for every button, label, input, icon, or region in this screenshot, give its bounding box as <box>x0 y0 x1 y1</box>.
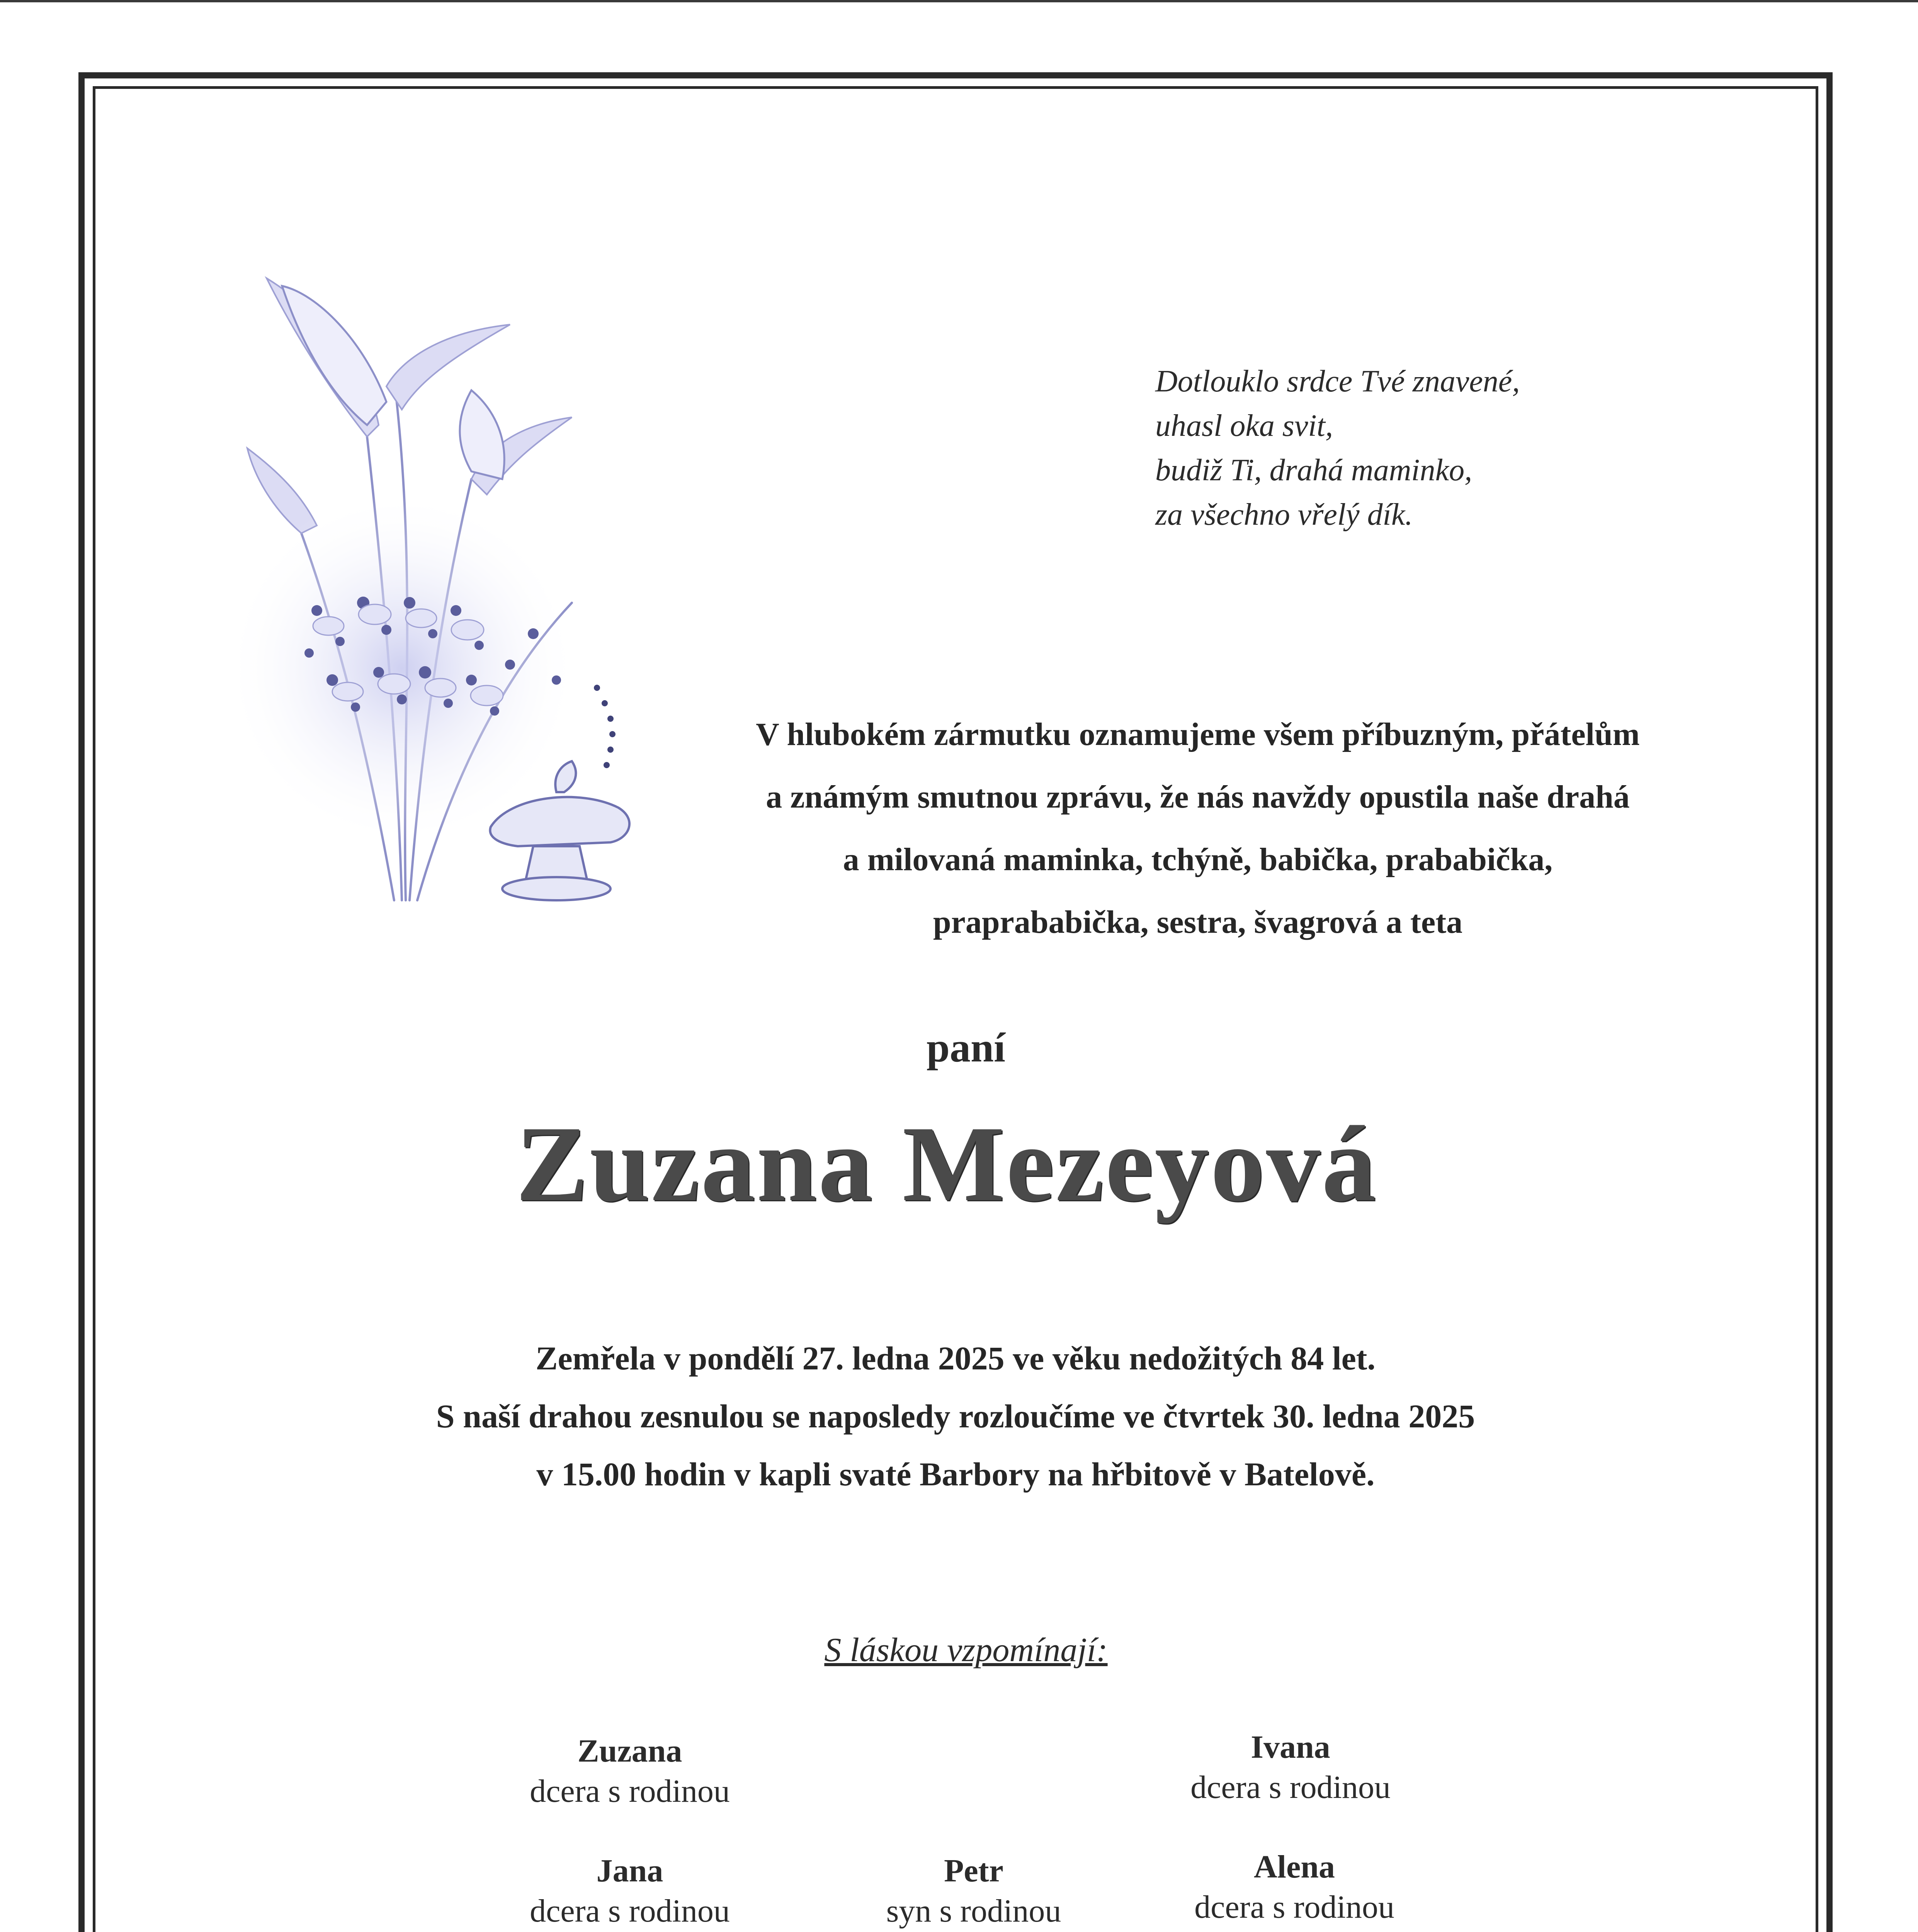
mourner-relation: dcera s rodinou <box>1194 1889 1394 1925</box>
poem-line: budiž Ti, drahá maminko, <box>1155 453 1473 487</box>
announcement-line: praprababička, sestra, švagrová a teta <box>933 904 1463 940</box>
details-line: v 15.00 hodin v kapli svaté Barbory na hřbitově v Batelově. <box>536 1456 1375 1493</box>
announcement-line: a milovaná maminka, tchýně, babička, prababička, <box>843 842 1553 878</box>
mourner-entry <box>1117 1727 1464 1808</box>
deceased-name: Zuzana Mezeyová <box>516 1104 1377 1224</box>
announcement-line: V hlubokém zármutku oznamujeme všem příbuzným, přátelům <box>756 716 1640 752</box>
mourners-heading: S láskou vzpomínají: <box>824 1631 1108 1669</box>
mourner-name: Ivana <box>1251 1729 1330 1765</box>
mourner-entry <box>1121 1847 1468 1927</box>
poem-line: Dotlouklo srdce Tvé znavené, <box>1155 364 1520 398</box>
mourner-name: Zuzana <box>577 1733 682 1769</box>
poem-line: za všechno vřelý dík. <box>1155 498 1413 532</box>
details-line: S naší drahou zesnulou se naposledy rozloučíme ve čtvrtek 30. ledna 2025 <box>436 1398 1475 1435</box>
deceased-title: paní <box>926 1025 1006 1071</box>
announcement-line: a známým smutnou zprávu, že nás navždy opustila naše drahá <box>766 779 1630 815</box>
mourner-relation: syn s rodinou <box>886 1893 1061 1929</box>
memorial-poem <box>1155 359 1735 537</box>
mourner-name: Jana <box>596 1853 663 1889</box>
mourner-relation: dcera s rodinou <box>530 1773 730 1809</box>
mourner-entry <box>800 1851 1148 1931</box>
announcement-paragraph <box>603 703 1793 954</box>
details-line: Zemřela v pondělí 27. ledna 2025 ve věku nedožitých 84 let. <box>536 1340 1376 1377</box>
poem-line: uhasl oka svit, <box>1155 409 1333 443</box>
mourner-name: Alena <box>1254 1849 1335 1885</box>
scan-edge-line <box>0 0 1918 2</box>
mourner-relation: dcera s rodinou <box>530 1893 730 1929</box>
funeral-details <box>93 1329 1818 1503</box>
mourner-name: Petr <box>944 1853 1003 1889</box>
bouquet-glow <box>240 491 580 846</box>
mourner-entry <box>456 1731 804 1811</box>
mourner-relation: dcera s rodinou <box>1190 1769 1391 1805</box>
mourner-entry <box>456 1851 804 1931</box>
